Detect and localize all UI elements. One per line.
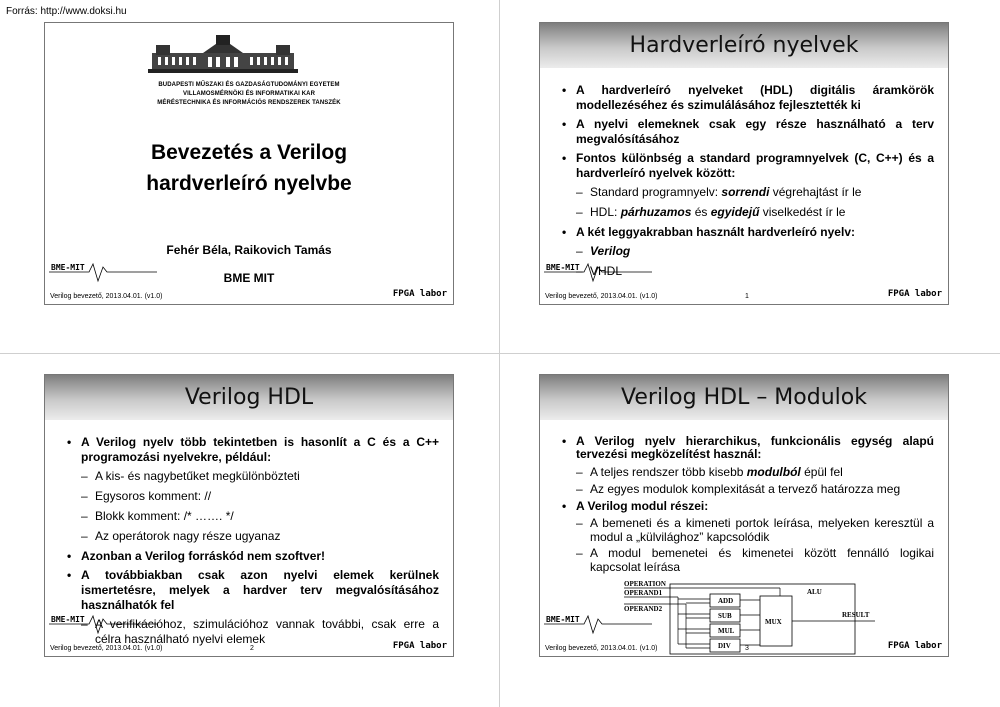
text: végrehajtást ír le — [769, 185, 862, 199]
sub-bullet-item — [560, 205, 934, 220]
bme-mit-logo — [544, 613, 652, 637]
bullet-item: • A hardverleíró nyelveket (HDL) digitális áramkörök modellezéséhez és szimulálásához fejlesztették ki — [560, 83, 934, 113]
horizontal-divider — [0, 353, 1000, 354]
sub-bullet-item: – Az operátorok nagy része ugyanaz — [65, 529, 439, 544]
div-label: DIV — [718, 642, 731, 650]
footer-right: FPGA labor — [887, 289, 942, 299]
slide-hardverleiro[interactable] — [539, 22, 949, 305]
logo-text: BME-MIT — [546, 615, 580, 624]
source-caption: Forrás: http://www.doksi.hu — [6, 6, 127, 17]
bullet-item: • Azonban a Verilog forráskód nem szoftver! — [65, 549, 439, 564]
footer-right: FPGA labor — [392, 289, 447, 299]
emphasis: egyidejű — [710, 205, 760, 219]
page-number: 1 — [745, 293, 749, 300]
text: épül fel — [800, 465, 843, 479]
bme-mit-logo — [49, 261, 157, 285]
bullet-item: • A két leggyakrabban használt hardverleíró nyelv: — [560, 225, 934, 240]
title-line-2: hardverleíró nyelvbe — [146, 172, 352, 195]
operation-label: OPERATION — [624, 580, 666, 588]
sub-bullet-item — [560, 244, 934, 259]
footer-right: FPGA labor — [887, 641, 942, 651]
mux-label: MUX — [765, 618, 782, 626]
bme-mit-logo — [49, 613, 157, 637]
sub-bullet-item: – A kis- és nagybetűket megkülönbözteti — [65, 469, 439, 484]
department-name: MÉRÉSTECHNIKA ÉS INFORMÁCIÓS RENDSZEREK TANSZÉK — [157, 100, 341, 106]
text: HDL: — [590, 205, 621, 219]
add-label: ADD — [718, 597, 734, 605]
footer-left: Verilog bevezető, 2013.04.01. (v1.0) — [545, 293, 658, 300]
alu-label: ALU — [807, 588, 822, 596]
bullet-item: • A nyelvi elemeknek csak egy része használható a terv megvalósításához — [560, 117, 934, 147]
title-line-1: Bevezetés a Verilog — [150, 141, 348, 164]
sub-bullet-item: – VHDL — [560, 264, 934, 279]
sub-bullet-item: – A modul bemenetei és kimenetei között fennálló logikai kapcsolat leírása — [560, 546, 934, 574]
bme-mit-logo — [544, 261, 652, 285]
university-building-logo — [148, 35, 298, 75]
emphasis: modulból — [746, 465, 801, 479]
sub-bullet-item: – Az egyes modulok komplexitását a tervező határozza meg — [560, 482, 934, 497]
footer-left: Verilog bevezető, 2013.04.01. (v1.0) — [545, 645, 658, 652]
sub-bullet-item: – A bemeneti és a kimeneti portok leírása, melyeken keresztül a modul a „külvilághoz” kapcsolódik — [560, 516, 934, 544]
bullet-item: • A Verilog modul részei: — [560, 499, 934, 514]
slide-title[interactable] — [44, 22, 454, 305]
sub-label: SUB — [718, 612, 732, 620]
footer-right: FPGA labor — [392, 641, 447, 651]
bullet-item: • A továbbiakban csak azon nyelvi elemek kerülnek ismertetésre, melyek a hardver terv megvalósításához használhatók fel — [65, 568, 439, 613]
slide-title-bar: Verilog HDL – Modulok — [540, 375, 948, 420]
bullet-item: • Fontos különbség a standard programnyelvek (C, C++) és a hardverleíró nyelvek között: — [560, 151, 934, 181]
operand1-label: OPERAND1 — [624, 589, 663, 597]
authors: Fehér Béla, Raikovich Tamás — [166, 243, 332, 257]
logo-text: BME-MIT — [546, 263, 580, 272]
alu-block-diagram — [620, 578, 880, 658]
text: Standard programnyelv: — [590, 185, 722, 199]
slide-title-bar: Verilog HDL — [45, 375, 453, 420]
logo-text: BME-MIT — [51, 615, 85, 624]
presentation-title — [45, 137, 453, 199]
bullet-item: • A Verilog nyelv hierarchikus, funkcionális egység alapú tervezési megközelítést használ: — [560, 435, 934, 461]
bullet-item: • A Verilog nyelv több tekintetben is hasonlít a C és a C++ programozási nyelvekre, például: — [65, 435, 439, 465]
sub-bullet-item: – Blokk komment: /* ……. */ — [65, 509, 439, 524]
emphasis: Verilog — [590, 244, 631, 258]
operand2-label: OPERAND2 — [624, 605, 663, 613]
slide-content — [540, 83, 948, 284]
emphasis: párhuzamos — [620, 205, 692, 219]
footer-left: Verilog bevezető, 2013.04.01. (v1.0) — [50, 645, 163, 652]
university-name: BUDAPESTI MŰSZAKI ÉS GAZDASÁGTUDOMÁNYI EGYETEM — [158, 82, 340, 88]
slide-verilog-hdl[interactable] — [44, 374, 454, 657]
sub-bullet-item — [560, 185, 934, 200]
sub-bullet-item — [560, 465, 934, 480]
faculty-name: VILLAMOSMÉRNÖKI ÉS INFORMATIKAI KAR — [182, 91, 316, 97]
text: és — [691, 205, 711, 219]
footer-left: Verilog bevezető, 2013.04.01. (v1.0) — [50, 293, 163, 300]
logo-text: BME-MIT — [51, 263, 85, 272]
page-number: 2 — [250, 645, 254, 652]
text: viselkedést ír le — [759, 205, 846, 219]
department: BME MIT — [223, 271, 275, 285]
slide-modulok[interactable] — [539, 374, 949, 657]
slide-content — [540, 435, 948, 579]
sub-bullet-item: – A verifikációhoz, szimulációhoz vannak további, csak erre a célra használható nyelvi elemek — [65, 617, 439, 647]
page-number: 3 — [745, 645, 749, 652]
mul-label: MUL — [718, 627, 735, 635]
result-label: RESULT — [842, 611, 870, 619]
sub-bullet-item: – Egysoros komment: // — [65, 489, 439, 504]
slide-title-bar: Hardverleíró nyelvek — [540, 23, 948, 68]
emphasis: sorrendi — [721, 185, 770, 199]
text: A teljes rendszer több kisebb — [590, 465, 747, 479]
